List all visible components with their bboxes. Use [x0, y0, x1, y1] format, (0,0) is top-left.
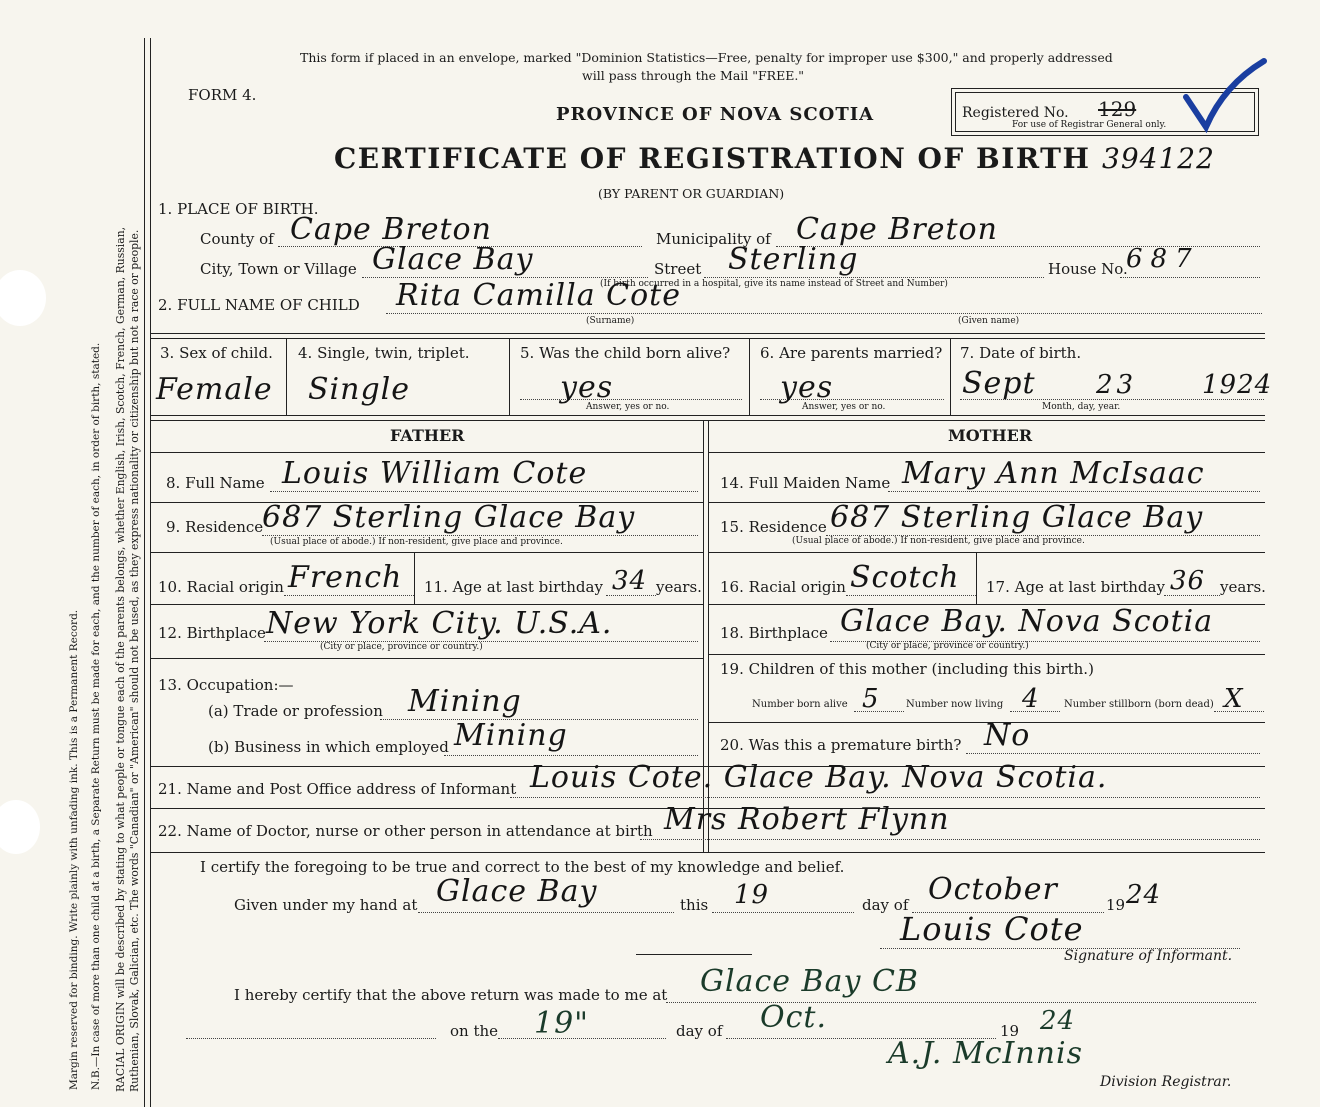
mother-racial-origin-value: Scotch — [850, 560, 960, 595]
child-name-label: 2. FULL NAME OF CHILD — [158, 296, 360, 314]
mother-age-value: 36 — [1170, 566, 1206, 596]
margin-note-multiple-births: N.B.—In case of more than one child at a birth, a Separate Return must be made for each, and the number of each, in order of birth, stated. — [90, 342, 102, 1090]
mother-age-label: 17. Age at last birthday — [986, 578, 1165, 596]
registered-value: 129 — [1098, 97, 1137, 121]
return-certify-text: I hereby certify that the above return was made to me at — [234, 986, 668, 1004]
check-mark-icon — [1180, 55, 1270, 135]
born-alive-count-label: Number born alive — [752, 699, 848, 710]
return-year-prefix: 19 — [1000, 1022, 1020, 1040]
parents-married-label: 6. Are parents married? — [760, 344, 943, 362]
house-value: 687 — [1126, 244, 1200, 274]
date-of-birth-label: 7. Date of birth. — [960, 344, 1082, 362]
postal-note: This form if placed in an envelope, marked "Dominion Statistics—Free, penalty for improper use $300," and properly addressed — [300, 50, 1113, 65]
doctor-value: Mrs Robert Flynn — [664, 802, 950, 837]
given-month-value: October — [928, 872, 1058, 907]
born-alive-label: 5. Was the child born alive? — [520, 344, 731, 362]
return-year-suffix: 24 — [1040, 1006, 1076, 1036]
mother-heading: MOTHER — [948, 426, 1033, 445]
plurality-label: 4. Single, twin, triplet. — [298, 344, 470, 362]
registrar-note: For use of Registrar General only. — [1012, 120, 1167, 130]
premature-birth-value: No — [984, 718, 1031, 753]
father-residence-value: 687 Sterling Glace Bay — [262, 500, 636, 535]
province-heading: PROVINCE OF NOVA SCOTIA — [556, 104, 875, 125]
father-birthplace-note: (City or place, province or country.) — [320, 642, 483, 652]
county-label: County of — [200, 230, 274, 248]
father-birthplace-label: 12. Birthplace — [158, 624, 266, 642]
margin-rule-outer — [144, 38, 145, 1107]
sex-label: 3. Sex of child. — [160, 344, 273, 362]
father-trade-value: Mining — [408, 684, 522, 719]
place-of-birth-label: 1. PLACE OF BIRTH. — [158, 200, 319, 218]
living-count-value: 4 — [1022, 684, 1040, 714]
given-year-prefix: 19 — [1106, 896, 1126, 914]
given-day-value: 19 — [734, 880, 770, 910]
father-residence-note: (Usual place of abode.) If non-resident, give place and province. — [270, 537, 563, 547]
street-value: Sterling — [728, 242, 859, 277]
doctor-label: 22. Name of Doctor, nurse or other person in attendance at birth — [158, 822, 653, 840]
given-year-suffix: 24 — [1126, 880, 1162, 910]
father-age-unit: years. — [656, 578, 702, 596]
street-note: (If birth occurred in a hospital, give its name instead of Street and Number) — [600, 279, 948, 289]
municipality-label: Municipality of — [656, 230, 771, 248]
certificate-title: CERTIFICATE OF REGISTRATION OF BIRTH — [334, 142, 1091, 175]
return-place-value: Glace Bay CB — [700, 964, 919, 999]
mother-birthplace-label: 18. Birthplace — [720, 624, 828, 642]
mother-residence-value: 687 Sterling Glace Bay — [830, 500, 1204, 535]
punch-hole-top — [0, 270, 46, 326]
father-trade-label: (a) Trade or profession — [208, 702, 383, 720]
father-business-label: (b) Business in which employed — [208, 738, 449, 756]
punch-hole-bottom — [0, 800, 40, 854]
informant-label: 21. Name and Post Office address of Informant — [158, 780, 517, 798]
mother-birthplace-note: (City or place, province or country.) — [866, 641, 1029, 651]
municipality-value: Cape Breton — [796, 212, 998, 247]
city-value: Glace Bay — [372, 242, 534, 277]
father-name-value: Louis William Cote — [282, 456, 588, 491]
postal-note-free: will pass through the Mail "FREE." — [582, 68, 805, 83]
father-age-value: 34 — [612, 566, 648, 596]
county-value: Cape Breton — [290, 212, 492, 247]
certificate-subtitle: (BY PARENT OR GUARDIAN) — [598, 186, 785, 201]
born-alive-value: yes — [560, 370, 614, 405]
mother-racial-origin-label: 16. Racial origin — [720, 578, 846, 596]
date-of-birth-year: 1924 — [1202, 370, 1273, 400]
born-alive-count-value: 5 — [862, 684, 880, 714]
registrar-caption: Division Registrar. — [1100, 1074, 1232, 1090]
born-alive-note: Answer, yes or no. — [586, 402, 670, 412]
return-day-value: 19" — [534, 1006, 589, 1041]
mother-age-unit: years. — [1220, 578, 1266, 596]
mother-name-value: Mary Ann McIsaac — [902, 456, 1205, 491]
house-label: House No. — [1048, 260, 1128, 278]
certify-statement: I certify the foregoing to be true and correct to the best of my knowledge and belief. — [200, 858, 845, 876]
return-month-value: Oct. — [760, 1000, 827, 1035]
father-name-label: 8. Full Name — [166, 474, 265, 492]
registered-label: Registered No. — [962, 105, 1069, 121]
plurality-value: Single — [308, 372, 411, 407]
street-label: Street — [654, 260, 702, 278]
living-count-label: Number now living — [906, 699, 1004, 710]
mother-name-label: 14. Full Maiden Name — [720, 474, 891, 492]
signature-caption: Signature of Informant. — [1064, 948, 1233, 964]
date-of-birth-day: 23 — [1096, 370, 1138, 400]
mother-birthplace-value: Glace Bay. Nova Scotia — [840, 604, 1214, 639]
stillborn-count-label: Number stillborn (born dead) — [1064, 699, 1214, 710]
date-of-birth-note: Month, day, year. — [1042, 402, 1121, 412]
registrar-signature: A.J. McInnis — [888, 1036, 1083, 1071]
sex-value: Female — [156, 372, 273, 407]
parents-married-value: yes — [780, 370, 834, 405]
city-label: City, Town or Village — [200, 260, 357, 278]
father-heading: FATHER — [390, 426, 465, 445]
date-of-birth-month: Sept — [962, 366, 1036, 401]
given-place-value: Glace Bay — [436, 874, 598, 909]
mother-residence-label: 15. Residence — [720, 518, 827, 536]
father-residence-label: 9. Residence — [166, 518, 264, 536]
father-occupation-label: 13. Occupation:— — [158, 676, 294, 694]
father-racial-origin-value: French — [288, 560, 403, 595]
form-number: FORM 4. — [188, 86, 257, 104]
informant-signature: Louis Cote — [900, 910, 1084, 948]
given-day-of-label: day of — [862, 896, 909, 914]
parents-married-note: Answer, yes or no. — [802, 402, 886, 412]
father-racial-origin-label: 10. Racial origin — [158, 578, 284, 596]
margin-note-permanent: Margin reserved for binding. Write plainly with unfading ink. This is a Permanent Record. — [68, 609, 80, 1090]
given-this-label: this — [680, 896, 709, 914]
margin-note-racial-origin: RACIAL ORIGIN will be described by stating to what people or tongue each of the parents belongs, whether English, Irish, Scotch, French, German, Russian, — [114, 226, 127, 1092]
given-name-note: (Given name) — [958, 316, 1020, 326]
children-of-mother-label: 19. Children of this mother (including this birth.) — [720, 660, 1094, 678]
stillborn-count-value: X — [1224, 684, 1244, 714]
margin-rule-inner — [150, 38, 151, 1107]
return-on-the-label: on the — [450, 1022, 499, 1040]
surname-note: (Surname) — [586, 316, 635, 326]
informant-value: Louis Cote. Glace Bay. Nova Scotia. — [530, 760, 1108, 795]
father-age-label: 11. Age at last birthday — [424, 578, 603, 596]
father-birthplace-value: New York City. U.S.A. — [266, 606, 613, 641]
return-day-of-label: day of — [676, 1022, 723, 1040]
father-business-value: Mining — [454, 718, 568, 753]
mother-residence-note: (Usual place of abode.) If non-resident, give place and province. — [792, 536, 1085, 546]
certificate-number: 394122 — [1102, 142, 1215, 175]
child-name-value: Rita Camilla Cote — [396, 278, 681, 313]
given-under-hand-label: Given under my hand at — [234, 896, 418, 914]
premature-birth-label: 20. Was this a premature birth? — [720, 736, 962, 754]
margin-note-nationality: Ruthenian, Slovak, Galician, etc. The words "Canadian" or "American" should not be used, as they express nationality or citizenship but not a race or people. — [128, 229, 141, 1092]
